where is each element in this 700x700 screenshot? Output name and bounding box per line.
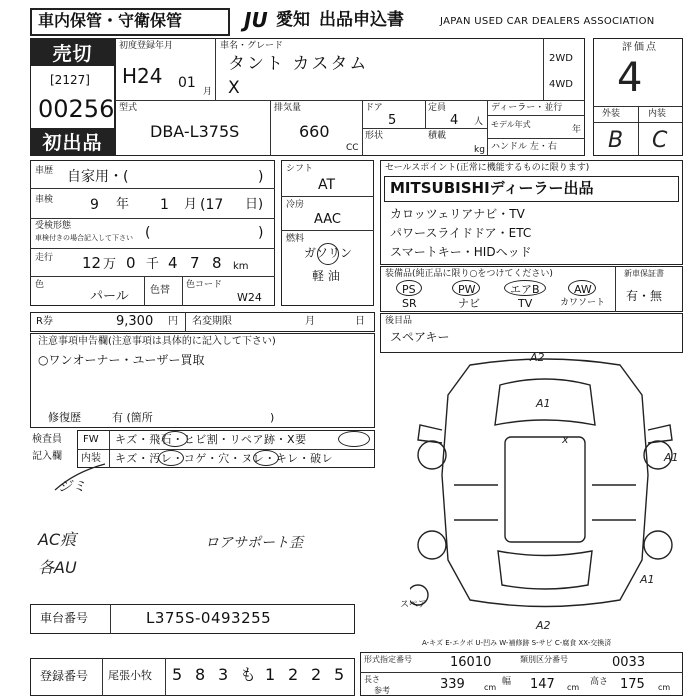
handwritten-rear: ロアサポート歪 (205, 535, 303, 551)
equip-cassette: カワソート (560, 298, 606, 308)
color-code-label: 色コード (186, 280, 223, 290)
lot-code: [2127] (50, 73, 90, 87)
acceptance-label: 受検形態 (35, 221, 72, 231)
sales-points-label: セールスポイント(正常に機能するものに限ります) (385, 163, 590, 173)
equip-aw: AW (574, 283, 592, 296)
score-value: 4 (617, 55, 643, 101)
length-value: 339 (440, 677, 465, 692)
plate-digit-4: 1 (265, 665, 276, 684)
doors-label: ドア (365, 103, 383, 113)
name-change-label: 名変期限 (192, 316, 232, 327)
capacity-unit: 人 (474, 117, 484, 127)
load-label: 積載 (428, 131, 447, 141)
width-label: 幅 (502, 677, 512, 687)
height-value: 175 (620, 677, 645, 692)
mileage-man-value: 12 (82, 254, 102, 272)
mileage-sen-unit: 千 (146, 257, 160, 272)
recycle-amount: 9,300 (116, 314, 154, 329)
equip-tv: TV (518, 297, 533, 310)
car-grade: X (228, 78, 240, 98)
plate-digit-6: 2 (311, 665, 322, 684)
plate-digit-3: 3 (218, 665, 229, 684)
insp-month-unit: 月 (184, 197, 198, 212)
color-value: パール (90, 289, 129, 304)
capacity-value: 4 (450, 113, 459, 128)
plate-digit-5: 2 (288, 665, 299, 684)
shape-label: 形状 (365, 131, 384, 141)
name-change-month: 月 (305, 316, 315, 327)
interior-label: 内装 (648, 109, 667, 119)
plate-prefix: 尾張小牧 (108, 669, 152, 682)
history-label: 車歴 (35, 166, 54, 176)
diagram-a1-front: A1 (536, 397, 551, 410)
handwritten-ac: AC痕 (38, 530, 77, 549)
fuel-gasoline-circle (317, 243, 339, 265)
mileage-digit-2: 7 (190, 254, 200, 272)
name-grade-label: 車名・グレード (220, 41, 284, 51)
doors-value: 5 (388, 113, 397, 128)
handle-label: ハンドル 左・右 (491, 142, 557, 152)
chassis-label: 車台番号 (40, 611, 89, 625)
accessories-value: スペアキー (390, 330, 450, 344)
spare-label: スペア (400, 600, 428, 610)
interior-inspect-label: 内装 (81, 453, 101, 464)
equip-airbag: エアB (510, 283, 540, 296)
new-warranty-value: 有・無 (626, 289, 663, 303)
fuel-diesel: 軽 油 (312, 269, 340, 283)
handwritten-mark: ジミ (58, 479, 86, 495)
plate-digit-7: 5 (334, 665, 345, 684)
sold-badge: 売切 (31, 39, 114, 66)
color-swap-label: 色替 (150, 285, 170, 296)
acceptance-paren: ( (145, 225, 151, 241)
displacement-unit: CC (346, 143, 359, 153)
plate-label: 登録番号 (40, 669, 89, 683)
equip-pw: PW (458, 283, 476, 296)
ref-label: 参考 (374, 686, 390, 695)
reg-year: H24 (122, 64, 163, 88)
insp-year: 9 (90, 197, 99, 213)
mileage-unit: km (233, 261, 249, 272)
recycle-unit: 円 (168, 316, 178, 327)
recycle-label: R券 (36, 316, 53, 327)
fw-label: FW (83, 434, 99, 445)
plate-kana: も (240, 665, 257, 684)
first-reg-label: 初度登録年月 (119, 41, 174, 51)
reg-month-unit: 月 (203, 87, 213, 97)
equip-ps: PS (402, 283, 416, 296)
displacement-label: 排気量 (274, 103, 302, 113)
equip-airbag-circle (504, 280, 546, 296)
model-year-label: モデル年式 (491, 120, 531, 129)
first-listing-badge: 初出品 (31, 128, 114, 155)
model-code: DBA-L375S (150, 122, 240, 141)
storage-tag: 車内保管・守衛保管 (38, 11, 183, 30)
fw-stone-circle (162, 431, 188, 447)
repair-close: ) (270, 411, 275, 424)
cooling-label: 冷房 (286, 200, 305, 210)
shift-value: AT (318, 177, 336, 193)
new-warranty-label: 新車保証書 (624, 269, 664, 278)
model-label: 型式 (119, 103, 138, 113)
interior-grade: C (652, 128, 668, 153)
sales-point-2: カロッツェリアナビ・TV (390, 207, 525, 221)
notes-label: 注意事項申告欄(注意事項は具体的に記入して下さい) (38, 336, 276, 347)
repair-value: 有 (箇所 (112, 411, 153, 424)
color-label: 色 (35, 280, 45, 290)
fw-items: キズ・飛石・ヒビ割・リペア跡・X要 (115, 433, 307, 446)
drive-2wd: 2WD (549, 53, 573, 64)
equip-navi: ナビ (458, 297, 480, 310)
equip-sr: SR (402, 297, 417, 310)
displacement-value: 660 (299, 122, 330, 141)
height-label: 高さ (590, 677, 609, 687)
mileage-digit-1: 4 (168, 254, 178, 272)
car-name: タント カスタム (228, 54, 369, 74)
capacity-label: 定員 (428, 103, 447, 113)
width-value: 147 (530, 677, 555, 692)
inspection-label: 車検 (35, 195, 54, 205)
drive-4wd: 4WD (549, 79, 573, 90)
dealer-label: ディーラー・並行 (491, 103, 563, 113)
mileage-label: 走行 (35, 253, 54, 263)
model-year-unit: 年 (572, 125, 582, 135)
insp-day: (17 (200, 197, 224, 213)
lot-number: 00256 (38, 95, 115, 123)
height-unit: cm (658, 683, 671, 692)
plate-digit-1: 5 (172, 665, 183, 684)
length-unit: cm (484, 683, 497, 692)
equip-pw-circle (452, 280, 480, 296)
acceptance-close: ) (258, 225, 264, 241)
fuel-label: 燃料 (286, 234, 305, 244)
equipment-label: 装備品(純正品に限り○をつけてください) (385, 269, 553, 279)
insp-month: 1 (160, 197, 169, 213)
handwritten-au: 各AU (38, 558, 77, 577)
score-label: 評価点 (622, 42, 658, 53)
reg-month: 01 (178, 75, 196, 91)
diagram-a2-rear: A2 (536, 619, 551, 632)
equip-ps-circle (396, 280, 422, 296)
interior-items: キズ・汚レ・コゲ・穴・ヌレ・キレ・破レ (115, 452, 334, 465)
diagram-a1-side: A1 (664, 451, 679, 464)
equip-aw-circle (568, 280, 596, 296)
diagram-a2-top: A2 (530, 351, 545, 364)
form-title: 出品申込書 (319, 10, 404, 30)
sales-point-3: パワースライドドア・ETC (390, 226, 532, 240)
insp-day-unit: 日) (245, 197, 264, 212)
int-wet-circle (253, 450, 279, 466)
chassis-number: L375S-0493255 (146, 609, 272, 627)
load-unit: kg (474, 145, 485, 155)
diagram-x: x (562, 433, 569, 446)
int-dirt-circle (158, 450, 184, 466)
inspector-entry-label: 記入欄 (32, 451, 62, 462)
exterior-label: 外装 (602, 109, 621, 119)
diagram-a1-rear: A1 (640, 573, 655, 586)
repair-label: 修復歴 (48, 411, 81, 424)
shift-label: シフト (286, 164, 314, 174)
fw-x-circle (338, 431, 370, 447)
type-designation: 16010 (450, 655, 492, 670)
notes-block (30, 333, 375, 428)
notes-line-1: ○ワンオーナー・ユーザー買取 (38, 353, 205, 367)
fuel-gasoline: ガソリン (304, 246, 353, 260)
ju-logo: JU (244, 8, 268, 32)
insp-year-unit: 年 (116, 197, 130, 212)
accessories-label: 後目品 (385, 316, 413, 326)
class-number: 0033 (612, 655, 646, 670)
type-designation-label: 形式指定番号 (364, 655, 412, 664)
region-title: 愛知 (276, 10, 310, 30)
history-value: 自家用・( (67, 169, 129, 185)
inspector-label: 検査員 (32, 434, 62, 445)
history-close: ) (258, 169, 264, 185)
length-label: 長さ (364, 675, 380, 684)
name-change-day: 日 (355, 316, 365, 327)
acceptance-note: 車検付きの場合記入して下さい (35, 234, 133, 242)
handwritten-arrow (50, 462, 110, 495)
damage-legend: A-キズ E-エクボ U-凹み W-補修跡 S-サビ C-腐食 XX-交換済 (422, 639, 612, 647)
width-unit: cm (567, 683, 580, 692)
mileage-man-unit: 万 (103, 257, 117, 272)
color-code: W24 (237, 291, 262, 304)
mileage-sen-value: 0 (126, 254, 136, 272)
sales-point-1: MITSUBISHIディーラー出品 (390, 179, 594, 197)
exterior-grade: B (608, 128, 624, 153)
plate-digit-2: 8 (195, 665, 206, 684)
sales-point-4: スマートキー・HIDヘッド (390, 245, 532, 259)
mileage-digit-3: 8 (212, 254, 222, 272)
cooling-value: AAC (314, 212, 341, 227)
class-label: 類別区分番号 (520, 655, 568, 664)
association-name: JAPAN USED CAR DEALERS ASSOCIATION (440, 16, 655, 27)
